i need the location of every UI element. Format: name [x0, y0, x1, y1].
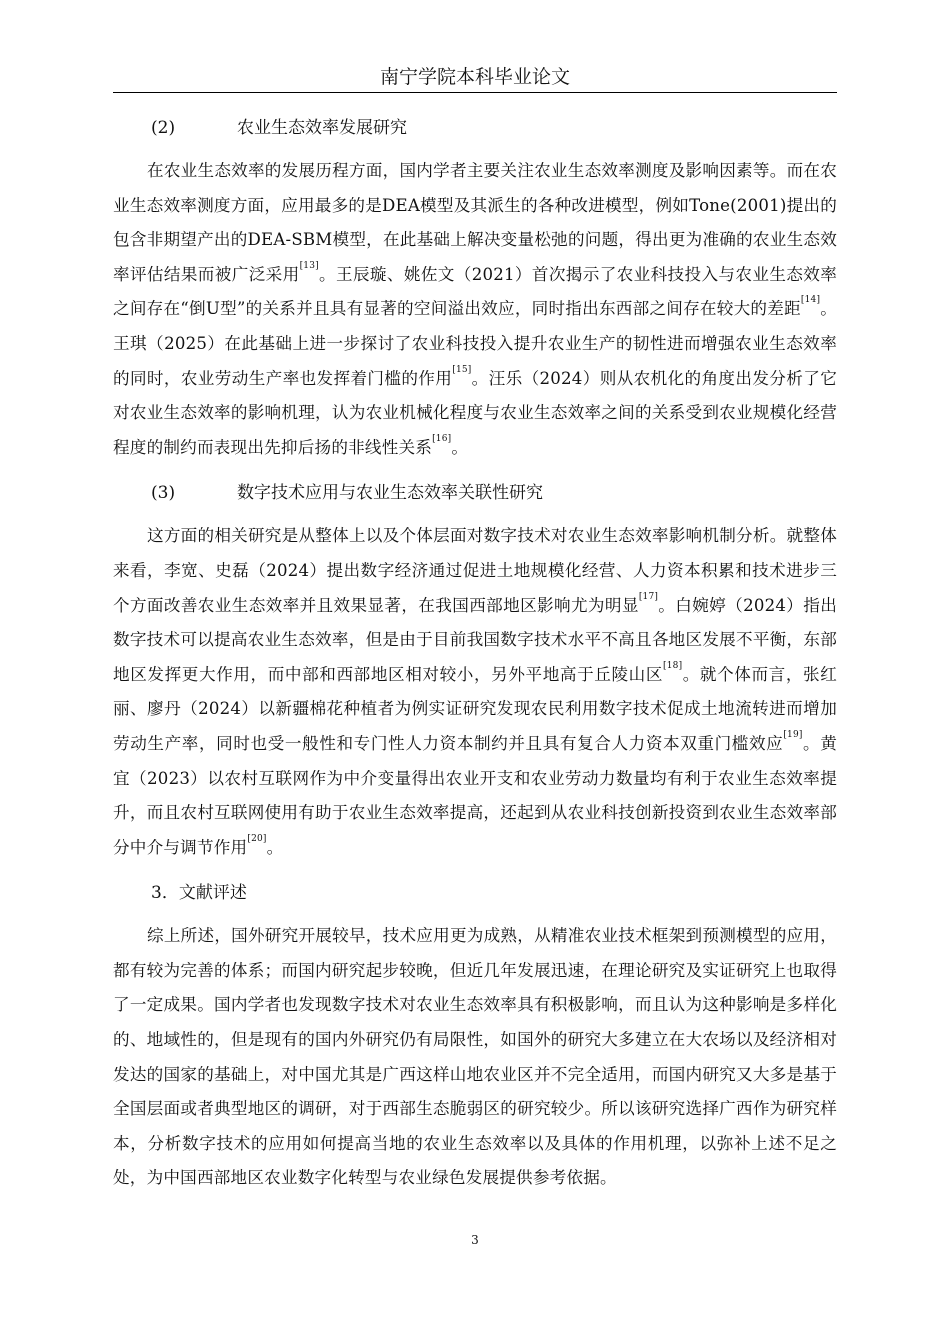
citation-ref: [17] [638, 591, 659, 602]
citation-ref: [19] [783, 729, 803, 740]
citation-ref: [16] [432, 433, 452, 444]
subsection-number: (3) [151, 483, 176, 504]
header-title: 南宁学院本科毕业论文 [379, 66, 570, 88]
text-run: 。白婉婷（2024）指出数字技术可以提高农业生态效率，但是由于目前我国数字技术水平不高且各地区发展不平衡，东部地区发挥更大作用，而中部和西部地区相对较小，另外平地高于丘陵山区 [113, 595, 837, 684]
text-run: 。王琪（2025）在此基础上进一步探讨了农业科技投入提升农业生产的韧性进而增强农业生态效率的同时，农业劳动生产率也发挥着门槛的作用 [113, 299, 837, 388]
text-run: 。汪乐（2024）则从农机化的角度出发分析了它对农业生态效率的影响机理，认为农业机械化程度与农业生态效率之间的关系受到农业规模化经营程度的制约而表现出先抑后扬的非线性关系 [113, 368, 837, 457]
page-number: 3 [471, 1233, 479, 1247]
text-run: 。王辰璇、姚佐文（2021）首次揭示了农业科技投入与农业生态效率之间存在“倒U型”的关系并且具有显著的空间溢出效应，同时指出东西部之间存在较大的差距 [113, 264, 837, 319]
citation-ref: [15] [452, 364, 472, 375]
citation-ref: [14] [800, 295, 821, 306]
page-footer [0, 1233, 950, 1247]
text-run: 在农业生态效率的发展历程方面，国内学者主要关注农业生态效率测度及影响因素等。而在农业生态效率测度方面，应用最多的是DEA模型及其派生的各种改进模型，例如Tone(2001)提出的包含非期望产出的DEA-SBM模型，在此基础上解决变量松弛的问题，得出更为准确的农业生态效率评估结果而被广泛采用 [113, 161, 837, 284]
document-body [113, 114, 837, 1196]
text-run: 。 [266, 837, 284, 857]
paragraph-section3 [113, 519, 837, 865]
citation-ref: [20] [247, 833, 267, 844]
text-run: 这方面的相关研究是从整体上以及个体层面对数字技术对农业生态效率影响机制分析。就整体来看，李宽、史磊（2024）提出数字经济通过促进土地规模化经营、人力资本积累和技术进步三个方面改善农业生态效率并且效果显著，在我国西部地区影响尤为明显 [113, 526, 837, 615]
text-run: 。就个体而言，张红丽、廖丹（2024）以新疆棉花种植者为例实证研究发现农民利用数字技术促成土地流转进而增加劳动生产率，同时也受一般性和专门性人力资本制约并且具有复合人力资本双重门槛效应 [113, 664, 837, 753]
subsection-title: 农业生态效率发展研究 [237, 118, 407, 138]
paragraph-section2 [113, 154, 837, 465]
text-run: 。黄宜（2023）以农村互联网作为中介变量得出农业开支和农业劳动力数量均有利于农业生态效率提升，而且农村互联网使用有助于农业生态效率提高，还起到从农业科技创新投资到农业生态效率部分中介与调节作用 [113, 733, 837, 857]
page-header [113, 62, 837, 93]
subsection-title: 数字技术应用与农业生态效率关联性研究 [237, 483, 543, 504]
subsection-heading-2 [113, 114, 837, 142]
subsection-number: (2) [151, 118, 176, 138]
citation-ref: [18] [663, 660, 683, 671]
section-title: 3．文献评述 [151, 883, 247, 904]
text-run: 综上所述，国外研究开展较早，技术应用更为成熟，从精准农业技术框架到预测模型的应用，都有较为完善的体系；而国内研究起步较晚，但近几年发展迅速，在理论研究及实证研究上也取得了一定成果。国内学者也发现数字技术对农业生态效率具有积极影响，而且认为这种影响是多样化的、地域性的，但是现有的国内外研究仍有局限性，如国外的研究大多建立在大农场以及经济相对发达的国家的基础上，对中国尤其是广西这样山地农业区并不完全适用，而国内研究又大多是基于全国层面或者典型地区的调研，对于西部生态脆弱区的研究较少。所以该研究选择广西作为研究样本，分析数字技术的应用如何提高当地的农业生态效率以及具体的作用机理，以弥补上述不足之处，为中国西部地区农业数字化转型与农业绿色发展提供参考依据。 [113, 926, 837, 1188]
paragraph-review [113, 919, 837, 1196]
text-run: 。 [451, 437, 469, 457]
section-heading-review [113, 879, 837, 907]
subsection-heading-3 [113, 479, 837, 507]
citation-ref: [13] [299, 260, 319, 271]
